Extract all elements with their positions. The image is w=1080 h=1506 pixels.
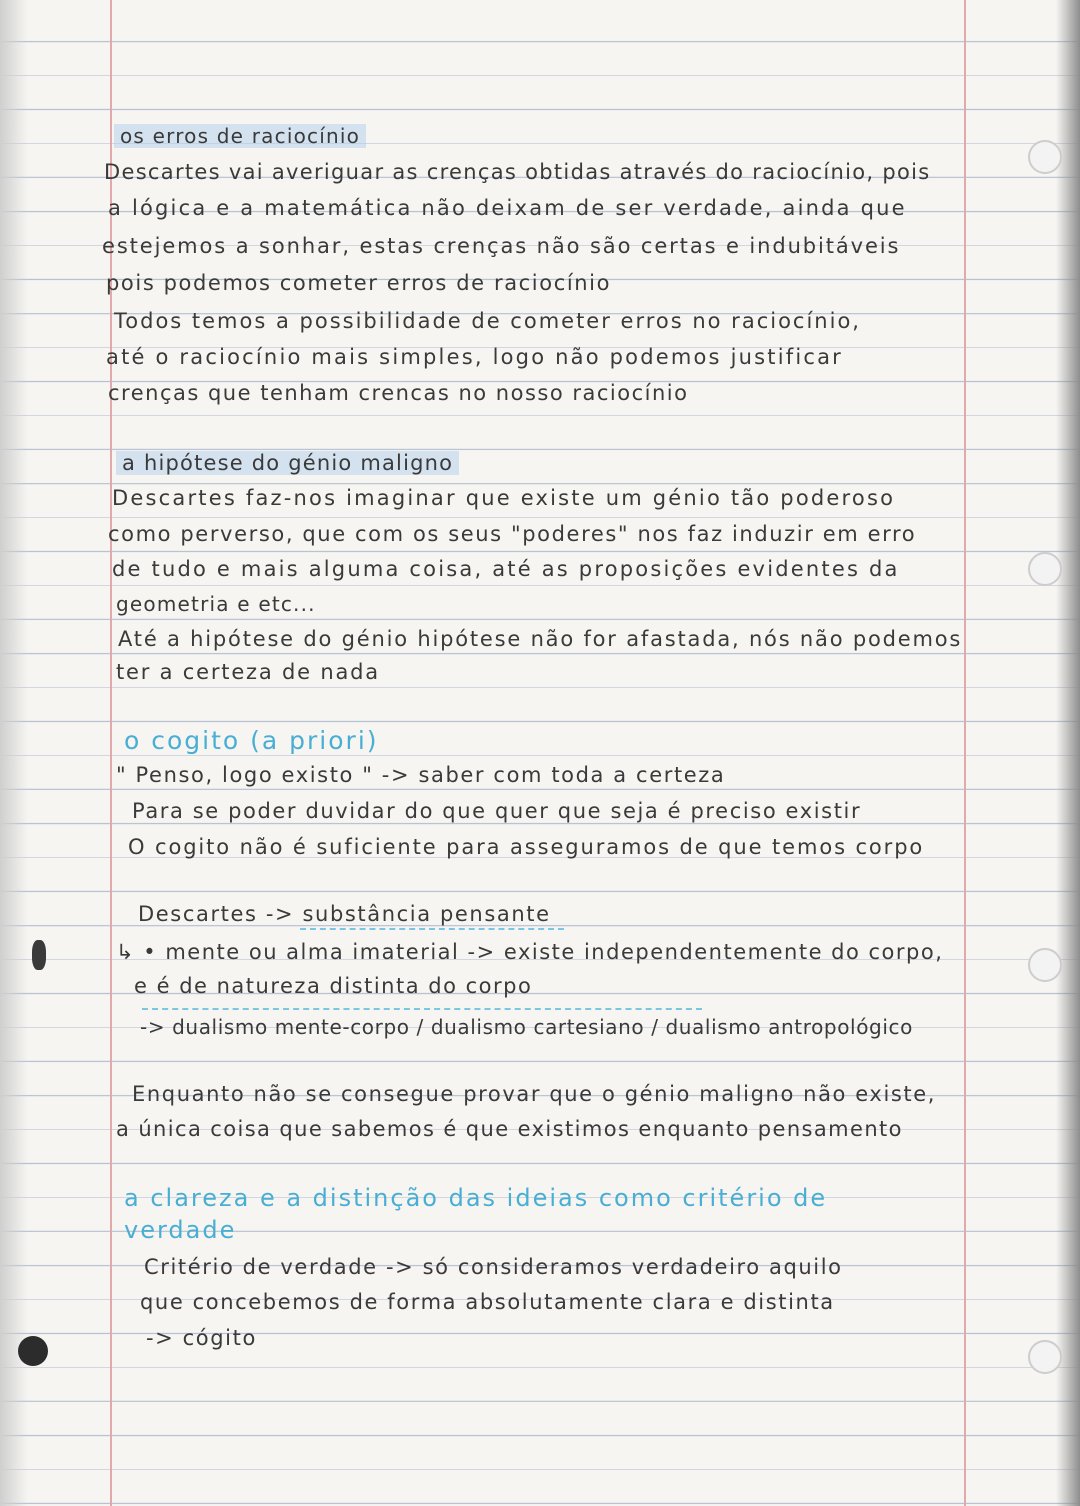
text-line: Todos temos a possibilidade de cometer erros no raciocínio, (114, 309, 861, 333)
descartes-substance-line: Descartes -> substância pensante (138, 902, 551, 926)
section-title-clareza-cont: verdade (124, 1216, 237, 1244)
binder-ring-icon (1028, 948, 1062, 982)
text-line: estejemos a sonhar, estas crenças não são certas e indubitáveis (102, 234, 901, 258)
text-line: geometria e etc... (116, 592, 316, 616)
text-line: O cogito não é suficiente para asseguramos de que temos corpo (128, 835, 925, 859)
text-line: e é de natureza distinta do corpo (134, 974, 533, 998)
text-line: " Penso, logo existo " -> saber com toda a certeza (116, 763, 726, 787)
left-margin-line (110, 0, 112, 1506)
section-title-clareza: a clareza e a distinção das ideias como critério de (124, 1184, 828, 1212)
binder-ring-icon (1028, 140, 1062, 174)
text-line: -> dualismo mente-corpo / dualismo cartesiano / dualismo antropológico (140, 1015, 913, 1039)
binder-ring-icon (1028, 552, 1062, 586)
text-line: Critério de verdade -> só consideramos verdadeiro aquilo (144, 1255, 843, 1279)
section-title-cogito: o cogito (a priori) (124, 726, 379, 755)
text-line: até o raciocínio mais simples, logo não podemos justificar (106, 345, 843, 369)
binder-ring-icon (1028, 1340, 1062, 1374)
text-line: a única coisa que sabemos é que existimos enquanto pensamento (116, 1117, 903, 1141)
right-margin-line (964, 0, 966, 1506)
text-line: -> cógito (146, 1326, 257, 1350)
page-edge-shadow-right (1056, 0, 1080, 1506)
text-line: pois podemos cometer erros de raciocínio (106, 271, 612, 295)
text-line: ter a certeza de nada (116, 660, 380, 684)
text-line: Para se poder duvidar do que quer que seja é preciso existir (132, 799, 862, 823)
section-title-erros: os erros de raciocínio (114, 124, 366, 148)
section-title-genio: a hipótese do génio maligno (116, 451, 459, 475)
text-line: a lógica e a matemática não deixam de ser verdade, ainda que (108, 196, 907, 220)
text-line: que concebemos de forma absolutamente clara e distinta (140, 1290, 835, 1314)
punch-hole-icon (32, 940, 46, 970)
underline-bracket (300, 928, 564, 930)
text-line: Descartes faz-nos imaginar que existe um génio tão poderoso (112, 486, 896, 510)
punch-hole-icon (18, 1336, 48, 1366)
text-line: ↳ • mente ou alma imaterial -> existe independentemente do corpo, (116, 940, 944, 964)
text-line: Descartes vai averiguar as crenças obtidas através do raciocínio, pois (104, 160, 931, 184)
text-line: Até a hipótese do génio hipótese não for afastada, nós não podemos (118, 627, 963, 651)
page-edge-shadow-left (0, 0, 28, 1506)
text-line: crenças que tenham crencas no nosso raciocínio (108, 381, 689, 405)
dashed-connector (142, 1008, 702, 1010)
text-line: como perverso, que com os seus "poderes" nos faz induzir em erro (108, 522, 917, 546)
text-line: de tudo e mais alguma coisa, até as proposições evidentes da (112, 557, 900, 581)
text-line: Enquanto não se consegue provar que o génio maligno não existe, (132, 1082, 937, 1106)
